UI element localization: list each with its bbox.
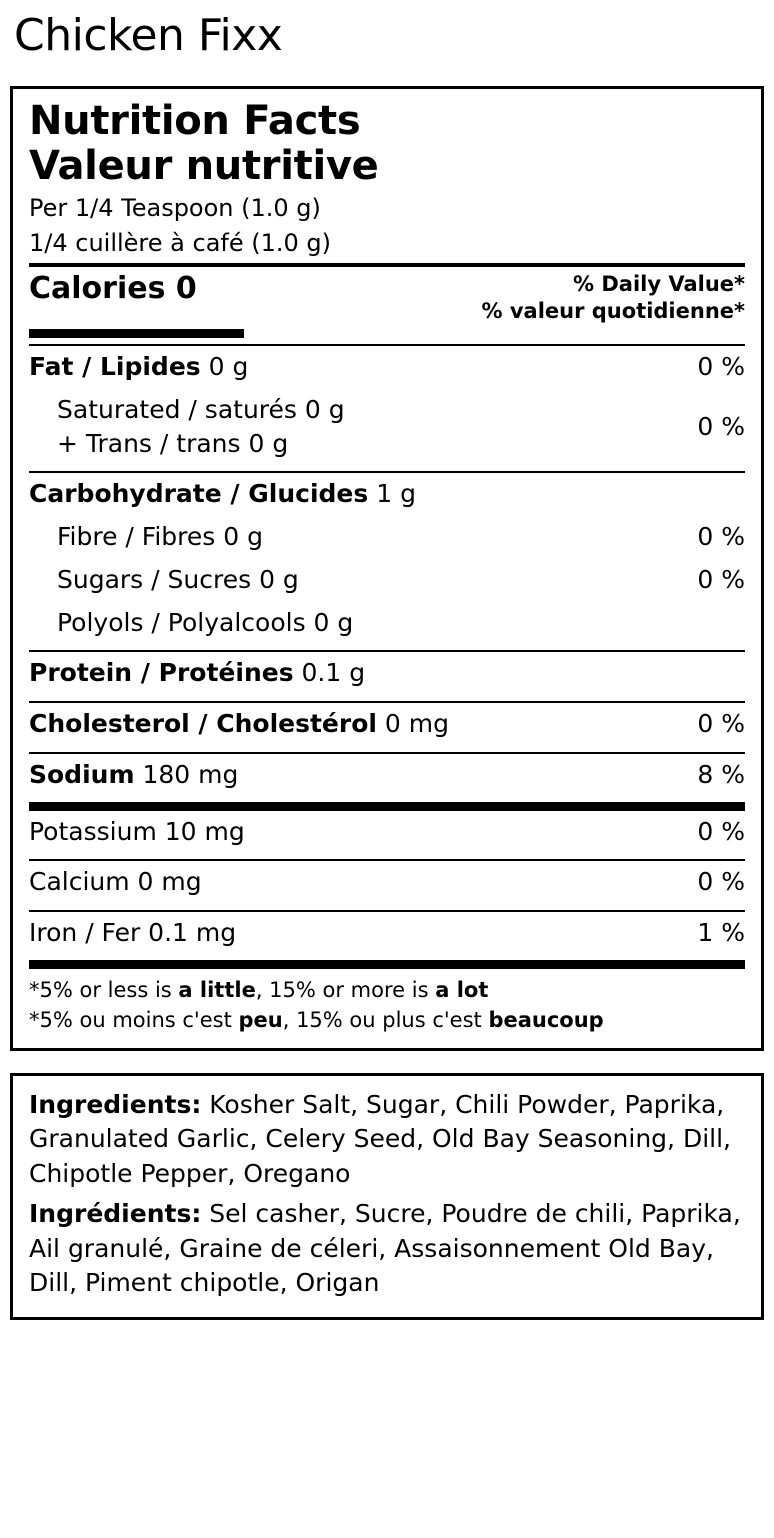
row-sugars [29,559,745,602]
potassium-dv: 0 % [697,816,745,846]
nutrition-facts-panel [10,86,764,1050]
calcium-label: Calcium 0 mg [29,867,202,897]
row-cholesterol [29,703,745,746]
divider-thick [29,960,745,969]
row-fat [29,346,745,389]
sodium-label: Sodium [29,759,135,789]
calcium-dv: 0 % [697,867,745,897]
ingredients-label-en: Ingredients: [29,1089,202,1119]
footnote-en-alot: a lot [435,977,489,1002]
protein-label: Protein / Protéines [29,658,294,688]
daily-value-header [481,271,745,325]
footnote-en-little: a little [178,977,256,1002]
ingredients-panel [10,1073,764,1320]
polyols-label: Polyols / Polyalcools 0 g [57,607,354,637]
daily-value-header-en: % Daily Value* [573,272,745,297]
iron-dv: 1 % [697,918,745,948]
calories-row [29,267,745,327]
fat-label: Fat / Lipides [29,352,201,382]
sugars-dv: 0 % [697,564,745,594]
divider-thick [29,802,745,811]
ingredients-fr [29,1197,745,1301]
ingredients-text-en: Kosher Salt, Sugar, Chili Powder, Paprika, Granulated Garlic, Celery Seed, Old Bay Seasoning, Dill, Chipotle Pepper, Oregano [29,1089,731,1188]
footnote-fr [29,1005,745,1035]
row-sodium [29,754,745,797]
protein-amount: 0.1 g [301,658,366,688]
trans-label: + Trans / trans 0 g [57,428,289,458]
footnote-en [29,969,745,1005]
saturated-trans-dv: 0 % [697,411,745,441]
nutrition-facts-title-en: Nutrition Facts [29,98,361,145]
cholesterol-label: Cholesterol / Cholestérol [29,709,377,739]
sodium-amount: 180 mg [142,759,239,789]
ingredients-text-fr: Sel casher, Sucre, Poudre de chili, Paprika, Ail granulé, Graine de céleri, Assaisonnement Old Bay, Dill, Piment chipotle, Origan [29,1199,741,1298]
serving-size-fr: 1/4 cuillère à café (1.0 g) [29,229,332,258]
fibre-dv: 0 % [697,522,745,552]
row-fibre [29,516,745,559]
page-title: Chicken Fixx [14,10,283,61]
row-potassium [29,811,745,854]
row-carbohydrate [29,473,745,516]
row-protein [29,652,745,695]
potassium-label: Potassium 10 mg [29,816,245,846]
row-polyols [29,602,745,645]
ingredients-label-fr: Ingrédients: [29,1199,202,1229]
iron-label: Iron / Fer 0.1 mg [29,918,237,948]
row-saturated-trans [29,389,745,466]
carbohydrate-label: Carbohydrate / Glucides [29,479,369,509]
ingredients-en [29,1088,745,1192]
nutrition-facts-title-fr: Valeur nutritive [29,143,379,190]
footnote-fr-beaucoup: beaucoup [488,1008,604,1033]
footnote-en-mid: , 15% or more is [255,977,436,1002]
saturated-label: Saturated / saturés 0 g [57,394,345,424]
sodium-dv: 8 % [697,759,745,789]
fat-amount: 0 g [208,352,249,382]
calories-underline [29,329,244,338]
serving-size-en: Per 1/4 Teaspoon (1.0 g) [29,193,321,222]
fibre-label: Fibre / Fibres 0 g [57,522,263,552]
calories-value: Calories 0 [29,271,197,307]
cholesterol-amount: 0 mg [384,709,449,739]
footnote-fr-pre: *5% ou moins c'est [29,1008,239,1033]
footnote-fr-peu: peu [238,1008,283,1033]
fat-dv: 0 % [697,352,745,382]
row-iron [29,912,745,955]
daily-value-header-fr: % valeur quotidienne* [481,299,745,324]
footnote-fr-mid: , 15% ou plus c'est [282,1008,489,1033]
footnote-en-pre: *5% or less is [29,977,179,1002]
sugars-label: Sugars / Sucres 0 g [57,564,299,594]
row-calcium [29,861,745,904]
cholesterol-dv: 0 % [697,709,745,739]
carbohydrate-amount: 1 g [376,479,416,509]
